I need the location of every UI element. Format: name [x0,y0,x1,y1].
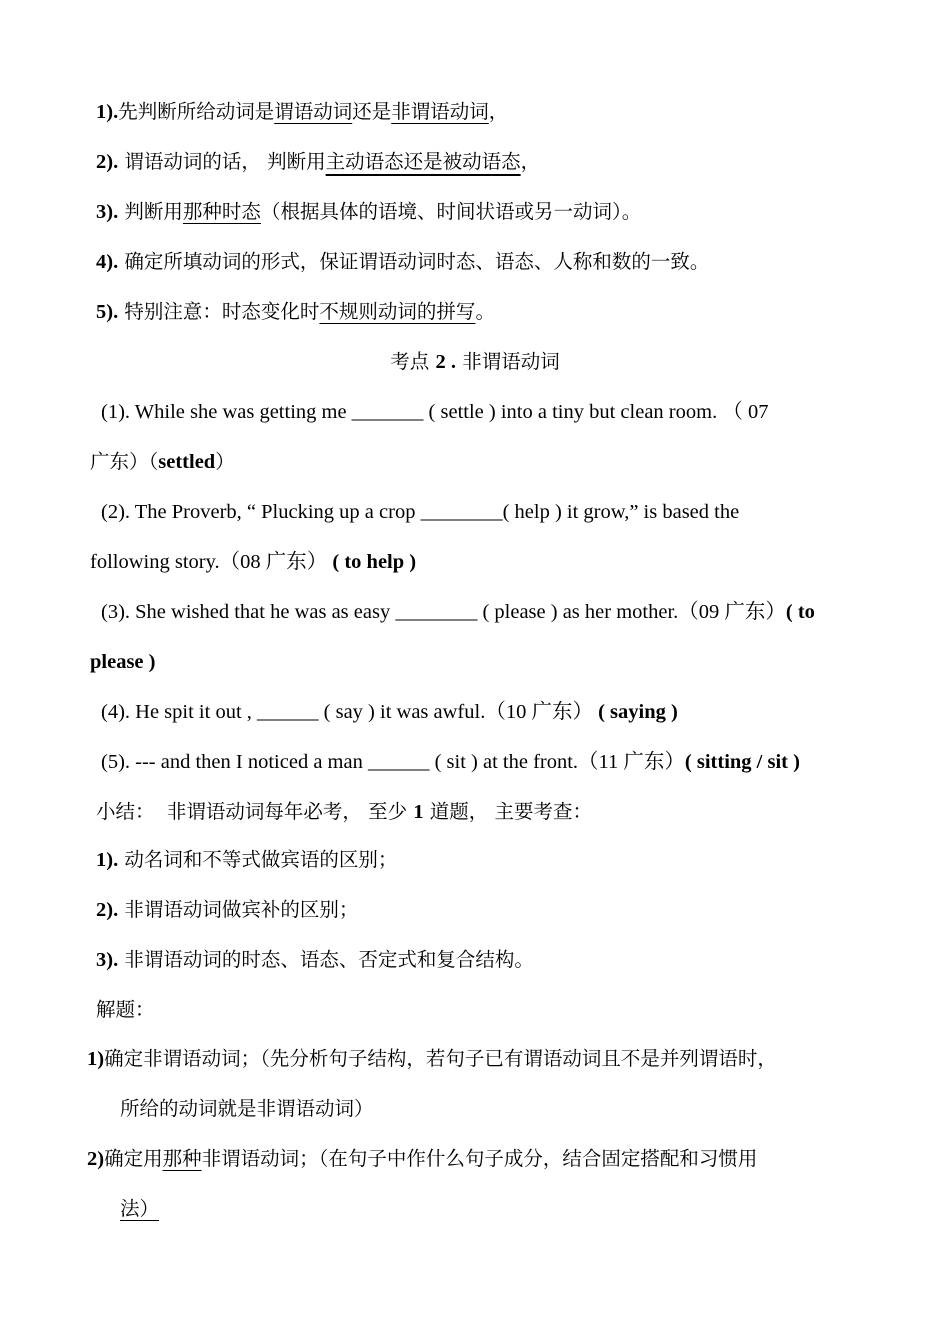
step-text: 还是 [352,100,392,123]
step-3 [96,198,641,226]
step-num: 3). [96,201,119,223]
step-1 [96,98,508,126]
step-text: 动名词和不等式做宾语的区别； [124,848,398,871]
solve-num: 2) [87,1148,105,1170]
summary [96,798,592,826]
solve-2-line-2 [120,1195,159,1223]
example-4 [101,698,678,726]
focus-3 [96,946,534,974]
step-num: 2). [96,899,119,921]
step-4 [96,248,709,276]
example-answer: ( to help ) [332,551,417,573]
underlined-term: 谓语动词 [274,100,353,123]
step-text: 判断用 [124,200,183,223]
example-text: (5). --- and then I noticed a man ______ ( sit ) at the front.（11 广东） [101,751,685,773]
example-2-line-1: (2). The Proverb, “ Plucking up a crop ________( help ) it grow,” is based the [101,501,740,523]
underlined-term: 非谓语动词 [391,100,489,123]
example-answer: settled [158,451,216,473]
example-text: (3). She wished that he was as easy ________ ( please ) as her mother.（09 广东） [101,601,786,623]
summary-label: 小结： [96,800,155,823]
step-text: ， [488,100,509,123]
focus-1 [96,846,397,874]
step-num: 5). [96,301,119,323]
step-text: 。 [475,300,495,323]
example-1-line-1: (1). While she was getting me _______ ( settle ) into a tiny but clean room. （ 07 [101,401,769,423]
underlined-term: 主动语态还是被动语态 [325,150,521,173]
step-text: 非谓语动词做宾补的区别； [124,898,359,921]
step-num: 2). [96,151,119,173]
underlined-term: 法） [120,1197,160,1220]
example-source: following story.（08 广东） [90,551,333,573]
example-answer: please ) [90,651,156,673]
step-text: 特别注意：时态变化时 [124,300,320,323]
example-answer: ( to [785,601,815,623]
solve-label: 解题： [96,998,155,1021]
step-num: 3). [96,949,119,971]
step-text: 非谓语动词的时态、语态、否定式和复合结构。 [124,948,534,971]
example-2-line-2 [90,548,416,576]
example-answer: ( saying ) [598,701,678,723]
solve-text: 确定非谓语动词；（先分析句子结构，若句子已有谓语动词且不是并列谓语时， [104,1047,777,1070]
example-1-line-2 [90,448,235,476]
step-text: 确定所填动词的形式，保证谓语动词时态、语态、人称和数的一致。 [124,250,710,273]
solve-num: 1) [87,1048,105,1070]
section-num: 2 . [435,351,456,373]
example-source: ） [215,450,235,473]
example-5 [101,748,800,776]
section-title [0,348,950,376]
summary-num: 1 [413,801,424,823]
step-num: 1). [96,101,119,123]
example-3-line-1 [101,598,815,626]
example-3-line-2 [90,648,155,676]
step-text: ， [520,150,541,173]
underlined-term: 那种 [162,1147,202,1170]
solve-text: 非谓语动词；（在句子中作什么句子成分，结合固定搭配和习惯用 [201,1147,758,1170]
summary-text: 非谓语动词每年必考， 至少 [166,800,408,823]
underlined-term: 那种时态 [182,200,261,223]
solve-1-line-1 [87,1045,777,1073]
solve-1-line-2: 所给的动词就是非谓语动词） [120,1097,374,1120]
step-text: （根据具体的语境、时间状语或另一动词）。 [260,200,642,223]
step-5 [96,298,495,326]
step-2 [96,148,540,176]
step-text: 谓语动词的话， 判断用 [124,150,326,173]
focus-2 [96,896,358,924]
example-answer: ( sitting / sit ) [684,751,800,773]
section-text: 非谓语动词 [462,350,560,373]
section-prefix: 考点 [390,350,430,373]
solve-2-line-1 [87,1145,757,1173]
solve-text: 确定用 [104,1147,163,1170]
underlined-term: 不规则动词的拼写 [319,300,476,323]
summary-text: 道题， 主要考查： [429,800,592,823]
step-text: 先判断所给动词是 [118,100,275,123]
step-num: 4). [96,251,119,273]
example-text: (4). He spit it out , ______ ( say ) it was awful.（10 广东） [101,701,599,723]
step-num: 1). [96,849,119,871]
example-source: 广东）（ [90,450,159,473]
